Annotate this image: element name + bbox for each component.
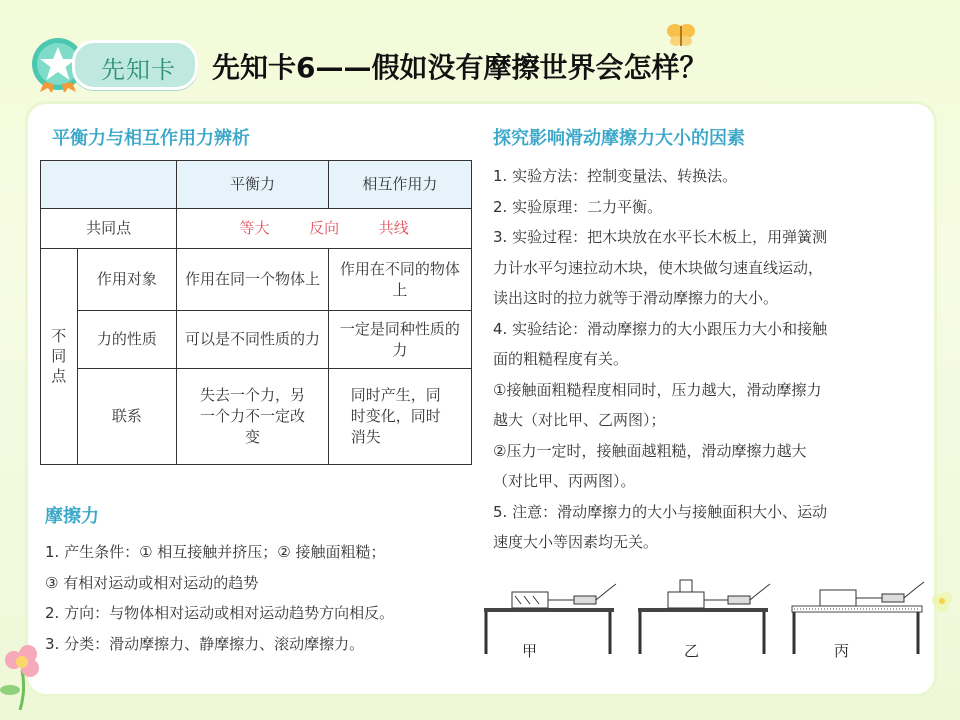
common-value: 共线 <box>378 219 409 237</box>
figure-label: 乙 <box>684 642 700 660</box>
text-line: ①接触面粗糙程度相同时，压力越大，滑动摩擦力 <box>493 380 822 399</box>
cell-balance: 可以是不同性质的力 <box>177 311 328 369</box>
page-title: 先知卡6——假如没有摩擦世界会怎样？ <box>212 51 708 84</box>
cell-balance: 作用在同一个物体上 <box>177 249 328 311</box>
flower-icon <box>928 588 958 618</box>
text-line: 5. 注意：滑动摩擦力的大小与接触面积大小、运动 <box>493 502 828 521</box>
text-line: ③ 有相对运动或相对运动的趋势 <box>45 573 259 592</box>
row-label: 力的性质 <box>77 311 177 369</box>
diff-label: 不同点 <box>51 327 67 385</box>
text-line: 面的粗糙程度有关。 <box>493 350 629 368</box>
common-value: 等大 <box>239 219 270 237</box>
cell-balance: 失去一个力，另一个力不一定改变 <box>177 369 328 465</box>
experiment-figure-a <box>482 574 628 664</box>
experiment-figure-c <box>790 574 936 664</box>
text-line: ②压力一定时，接触面越粗糙，滑动摩擦力越大 <box>493 441 807 460</box>
experiment-figure-b <box>636 574 782 664</box>
row-label-diff <box>41 249 78 465</box>
cell-interaction: 一定是同种性质的力 <box>328 311 471 369</box>
text-line: 3. 实验过程：把木块放在水平长木板上，用弹簧测 <box>493 228 828 246</box>
table-corner <box>41 161 177 209</box>
section-title-compare: 平衡力与相互作用力辨析 <box>52 128 250 149</box>
common-value: 反向 <box>309 219 340 237</box>
text-line: 速度大小等因素均无关。 <box>493 533 659 551</box>
explore-text <box>493 161 913 558</box>
header <box>0 0 960 100</box>
text-line: 读出这时的拉力就等于滑动摩擦力的大小。 <box>493 289 779 307</box>
friction-text <box>45 537 477 659</box>
text-line: 越大（对比甲、乙两图）； <box>493 411 666 429</box>
col-header-interaction: 相互作用力 <box>328 161 471 209</box>
figure-label: 丙 <box>834 642 850 660</box>
text-line: （对比甲、丙两图）。 <box>493 472 636 490</box>
text-line: 力计水平匀速拉动木块，使木块做匀速直线运动， <box>493 258 824 277</box>
figure-label: 甲 <box>522 642 538 660</box>
row-label: 作用对象 <box>77 249 177 311</box>
text-line: 1. 实验方法：控制变量法、转换法。 <box>493 167 738 185</box>
card-tag <box>72 40 198 90</box>
section-title-explore: 探究影响滑动摩擦力大小的因素 <box>493 128 745 149</box>
text-line: 2. 实验原理：二力平衡。 <box>493 197 663 216</box>
section-title-friction: 摩擦力 <box>45 506 99 527</box>
text-line: 3. 分类：滑动摩擦力、静摩擦力、滚动摩擦力。 <box>45 634 365 653</box>
col-header-balance: 平衡力 <box>177 161 328 209</box>
text-line: 4. 实验结论：滑动摩擦力的大小跟压力大小和接触 <box>493 319 828 338</box>
row-label-common: 共同点 <box>41 209 177 249</box>
text-line: 1. 产生条件：① 相互接触并挤压；② 接触面粗糙； <box>45 543 386 561</box>
card-tag-label: 先知卡 <box>101 56 176 84</box>
cell-interaction: 同时产生，同时变化，同时消失 <box>328 369 471 465</box>
compare-table <box>40 160 472 465</box>
butterfly-icon <box>666 22 696 48</box>
common-values <box>177 209 472 249</box>
row-label: 联系 <box>77 369 177 465</box>
flower-icon <box>0 640 46 710</box>
text-line: 2. 方向：与物体相对运动或相对运动趋势方向相反。 <box>45 604 395 622</box>
cell-interaction: 作用在不同的物体上 <box>328 249 471 311</box>
